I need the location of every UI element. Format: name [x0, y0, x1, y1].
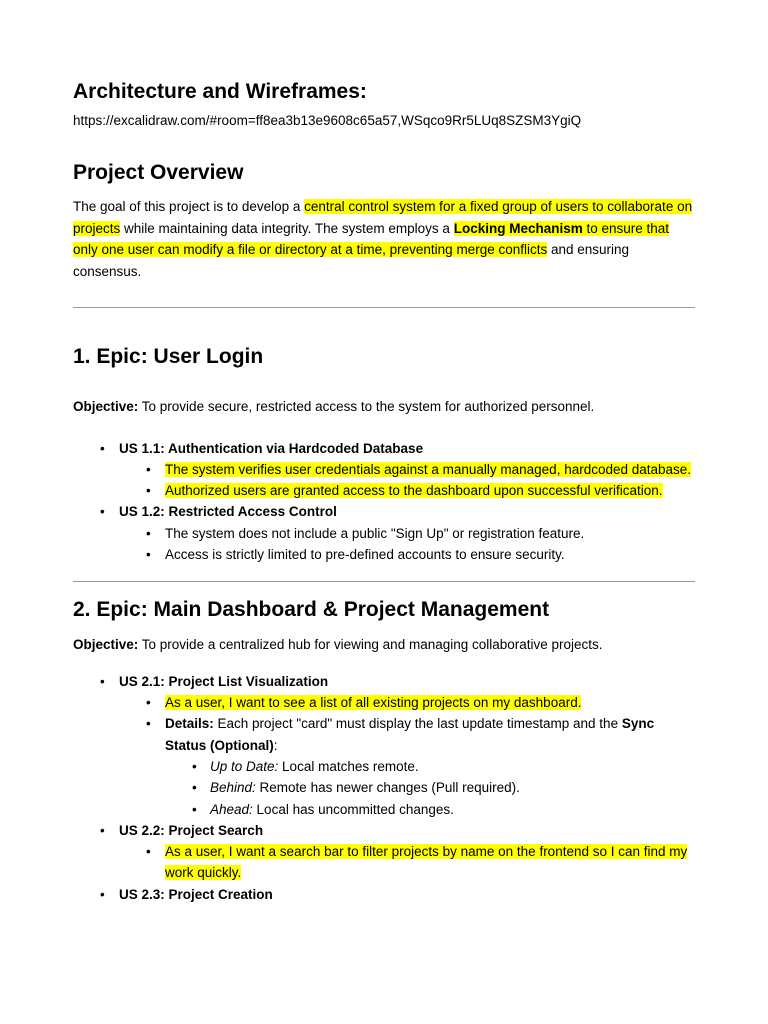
- project-overview-heading: Project Overview: [73, 161, 244, 184]
- story-2-1-title: US 2.1: Project List Visualization: [119, 673, 329, 689]
- epic2-stories: [73, 671, 695, 905]
- story-2-2-item-1: As a user, I want a search bar to filter projects by name on the frontend so I can find my work quickly.: [165, 844, 688, 881]
- list-item: [165, 799, 695, 820]
- story-1-1-item-2: Authorized users are granted access to the dashboard upon successful verification.: [165, 483, 663, 499]
- sync-status-list: [119, 756, 695, 820]
- overview-text-2: while maintaining data integrity. The system employs a: [120, 220, 454, 236]
- architecture-heading: Architecture and Wireframes:: [73, 80, 367, 103]
- epic1-objective: [73, 396, 695, 418]
- overview-text-1: The goal of this project is to develop a: [73, 199, 305, 214]
- list-item: [119, 523, 695, 544]
- overview-highlight-1: central control system for a fixed group of users to collaborate on projects: [73, 199, 693, 236]
- epic1-stories: [73, 438, 695, 566]
- status-ahead-text: Local has uncommitted changes.: [252, 801, 454, 817]
- story-2-1: [73, 671, 695, 820]
- story-1-2-title: US 1.2: Restricted Access Control: [119, 504, 337, 520]
- list-item: [119, 841, 695, 884]
- story-1-1-title: US 1.1: Authentication via Hardcoded Database: [119, 440, 424, 456]
- story-2-1-items: [73, 692, 695, 820]
- story-2-2-items: [73, 841, 695, 884]
- details-end: :: [273, 737, 278, 753]
- story-2-1-item-1: As a user, I want to see a list of all existing projects on my dashboard.: [165, 695, 582, 711]
- story-1-1: [73, 438, 695, 502]
- status-behind-text: Remote has newer changes (Pull required).: [255, 780, 520, 796]
- story-1-2: [73, 501, 695, 565]
- epic1-objective-text: To provide secure, restricted access to the system for authorized personnel.: [138, 399, 595, 414]
- story-2-3-title: US 2.3: Project Creation: [119, 886, 273, 902]
- list-item: [165, 756, 695, 777]
- list-item: [119, 713, 695, 819]
- locking-mechanism-term: Locking Mechanism: [453, 220, 583, 236]
- list-item: [119, 459, 695, 480]
- status-ahead-label: Ahead:: [210, 801, 253, 817]
- story-1-2-items: [73, 523, 695, 566]
- status-up-to-date-text: Local matches remote.: [278, 758, 419, 774]
- overview-text-3: and ensuring consensus.: [73, 242, 630, 279]
- epic2-heading: 2. Epic: Main Dashboard & Project Management: [73, 598, 550, 622]
- story-2-2-title: US 2.2: Project Search: [119, 822, 264, 838]
- story-2-2: [73, 820, 695, 884]
- story-2-3: [73, 884, 695, 905]
- divider-2: [73, 581, 695, 582]
- epic1-objective-label: Objective:: [73, 399, 139, 414]
- divider-1: [73, 307, 695, 308]
- status-up-to-date-label: Up to Date:: [210, 758, 279, 774]
- details-label: Details:: [165, 716, 214, 732]
- epic2-objective-text: To provide a centralized hub for viewing and managing collaborative projects.: [138, 637, 603, 653]
- story-1-1-items: [73, 459, 695, 502]
- list-item: [165, 777, 695, 798]
- story-1-1-item-1: The system verifies user credentials against a manually managed, hardcoded database.: [165, 461, 692, 477]
- epic2-objective: [73, 634, 695, 656]
- story-1-2-item-1: The system does not include a public "Sign Up" or registration feature.: [165, 525, 585, 541]
- list-item: [119, 480, 695, 501]
- overview-paragraph: [73, 196, 695, 282]
- excalidraw-link[interactable]: https://excalidraw.com/#room=ff8ea3b13e9608c65a57,WSqco9Rr5LUq8SZSM3YgiQ: [73, 113, 582, 128]
- list-item: [119, 544, 695, 565]
- sync-status-term: Sync Status (Optional): [165, 716, 655, 753]
- story-1-2-item-2: Access is strictly limited to pre-defined accounts to ensure security.: [165, 546, 565, 562]
- epic2-objective-label: Objective:: [73, 637, 139, 653]
- status-behind-label: Behind:: [210, 780, 256, 796]
- document-content: [73, 78, 695, 905]
- list-item: [119, 692, 695, 713]
- details-text: Each project "card" must display the last update timestamp and the: [213, 716, 622, 732]
- epic1-heading: 1. Epic: User Login: [73, 345, 264, 368]
- overview-highlight-2-rest: to ensure that only one user can modify a file or directory at a time, preventing merge conflicts: [73, 220, 670, 257]
